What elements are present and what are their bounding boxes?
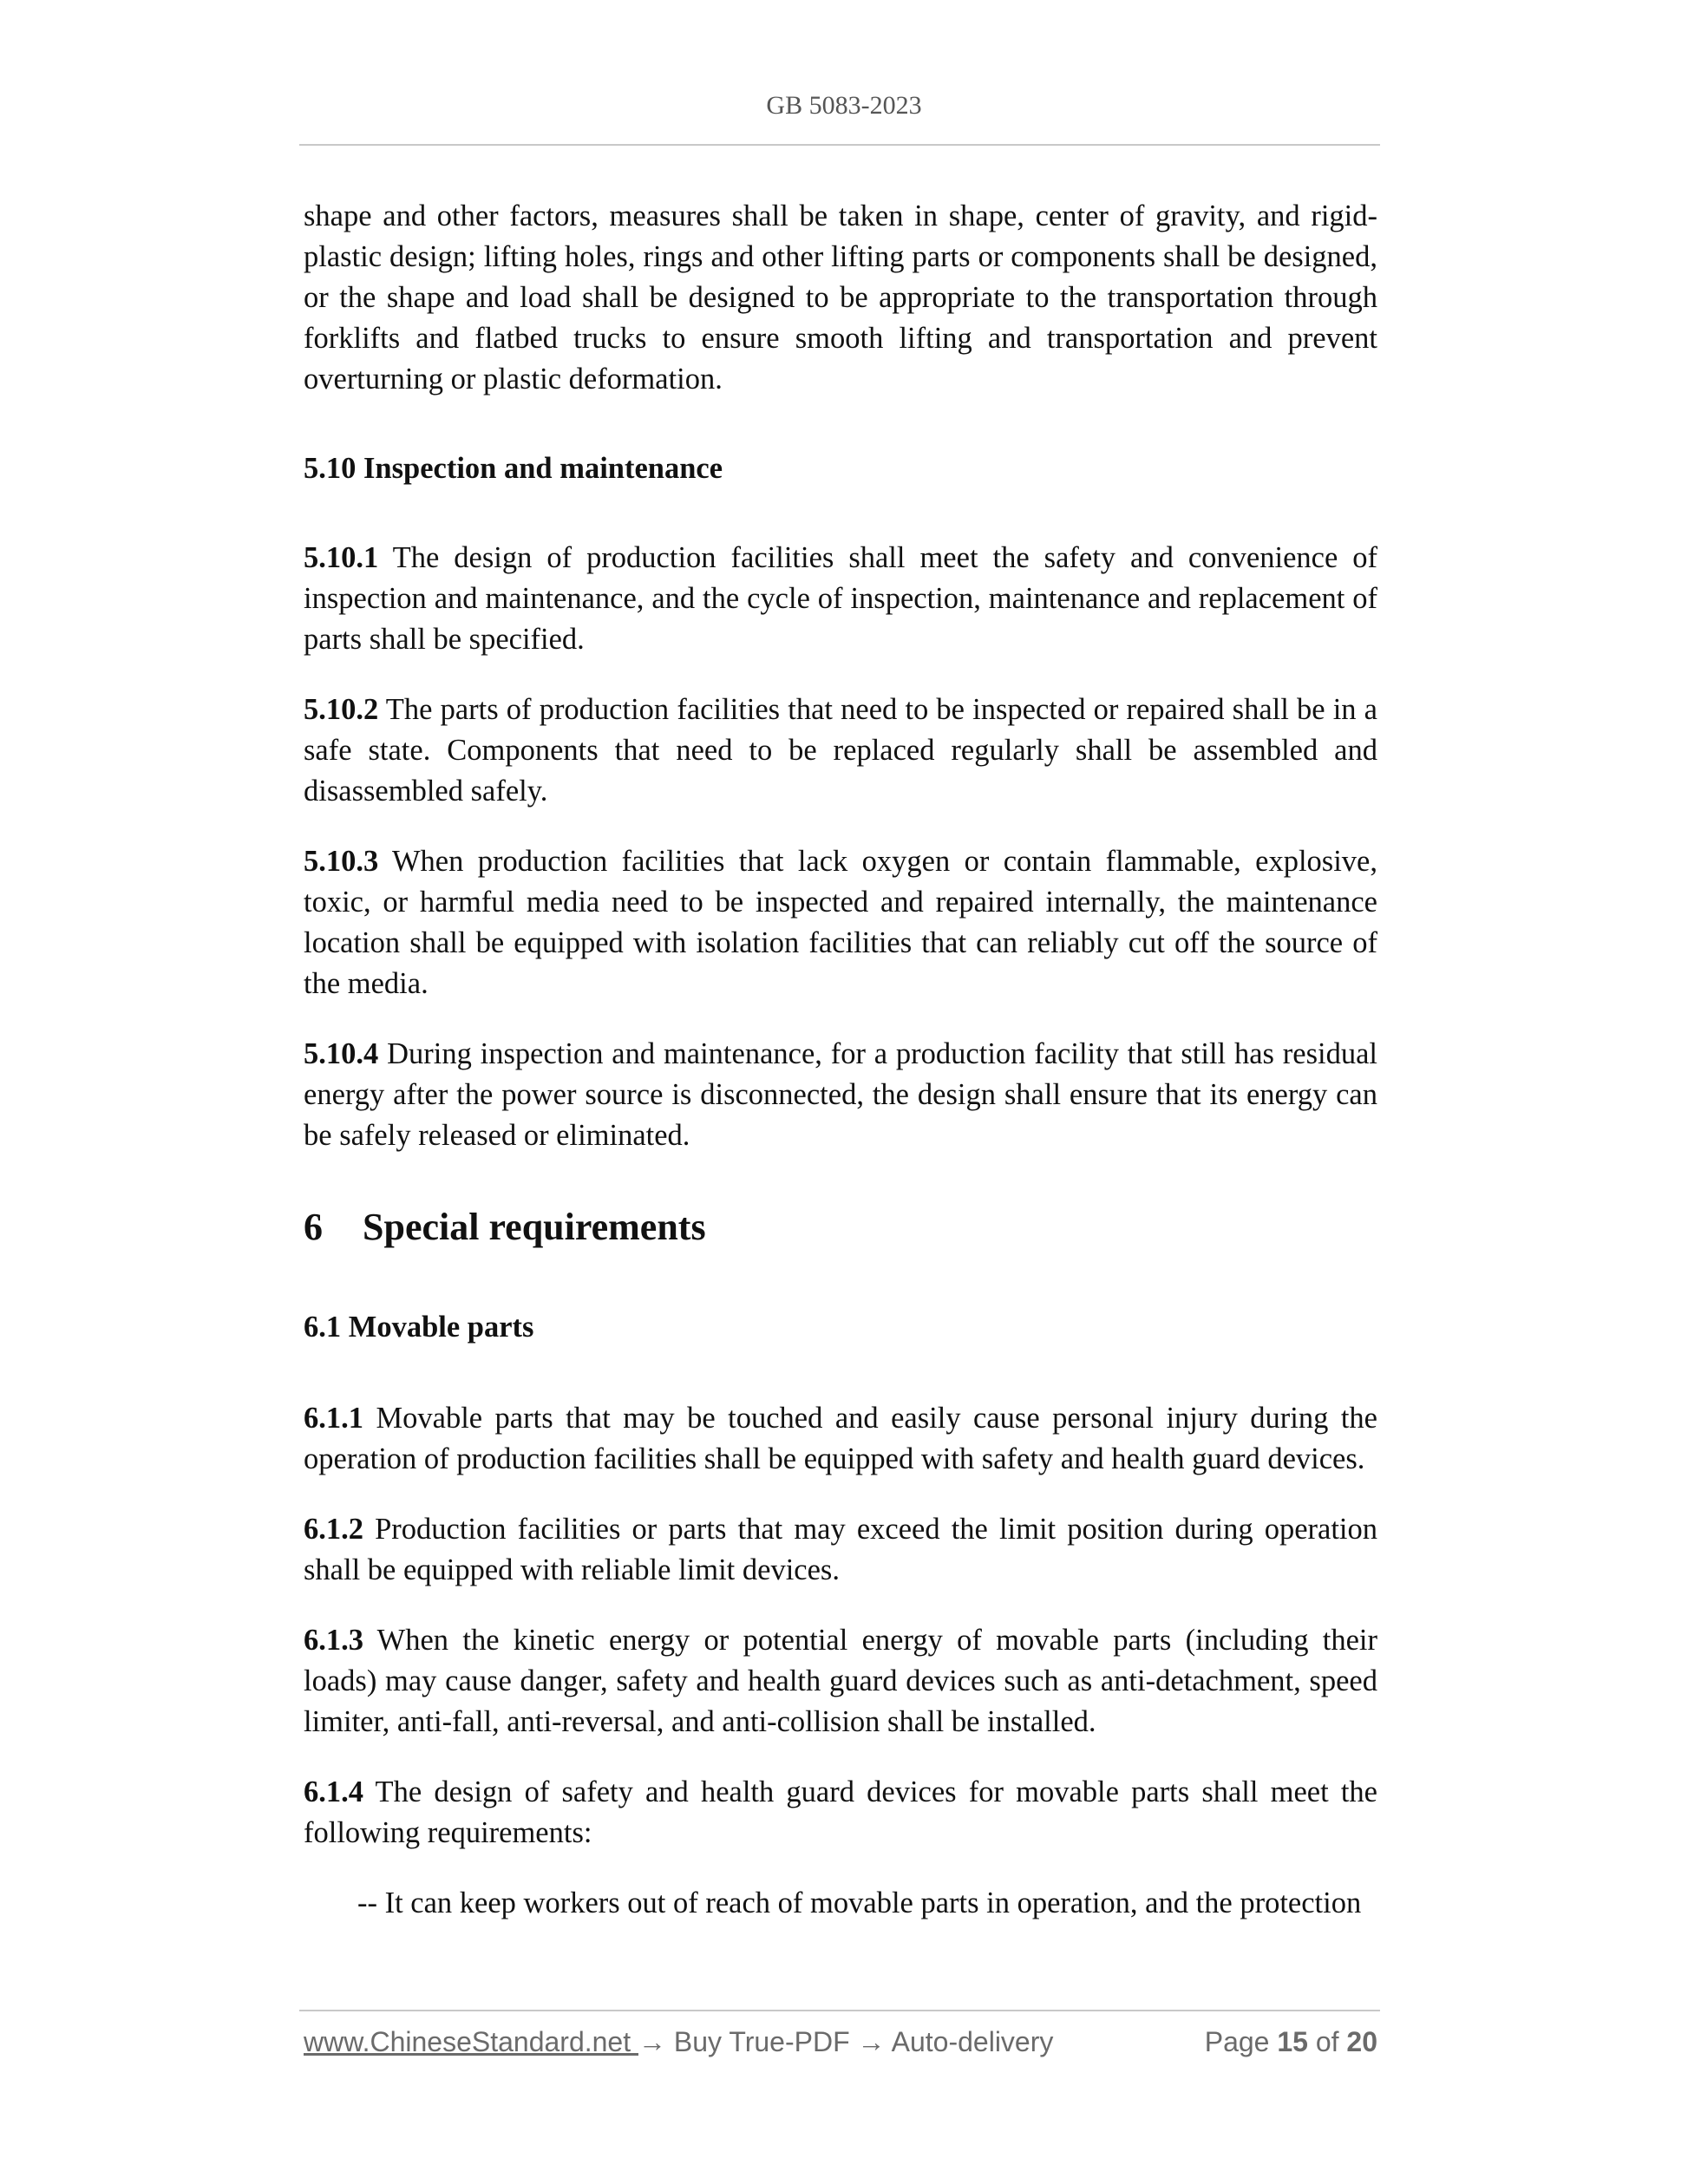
- website-link[interactable]: www.ChineseStandard.net: [304, 2026, 638, 2057]
- footer-divider: [299, 2010, 1380, 2011]
- list-item-dash: -- It can keep workers out of reach of movable parts in operation, and the protection: [357, 1886, 1362, 1919]
- clause-5-10-1: [304, 538, 1377, 660]
- clause-5-10-2: [304, 690, 1377, 812]
- page-footer: [304, 2023, 1377, 2061]
- clause-6-1-1: [304, 1398, 1377, 1480]
- of-label: of: [1315, 2026, 1339, 2057]
- clause-6-1-3: [304, 1620, 1377, 1743]
- chapter-number: 6: [304, 1206, 323, 1248]
- document-header-id: GB 5083-2023: [766, 91, 922, 120]
- total-pages-number: 20: [1346, 2026, 1377, 2057]
- clause-number: 5.10.1: [304, 541, 379, 574]
- clause-number: 5.10.2: [304, 693, 379, 726]
- clause-number: 6.1.3: [304, 1624, 363, 1657]
- current-page-number: 15: [1277, 2026, 1308, 2057]
- arrow-right-icon: →: [857, 2026, 886, 2057]
- clause-text: During inspection and maintenance, for a production facility that still has residual energy after the power source is disconnected, the design shall ensure that its energy can be safely released or eliminated.: [304, 1037, 1377, 1152]
- buy-pdf-text: Buy True-PDF: [666, 2026, 858, 2057]
- clause-6-1-2: [304, 1509, 1377, 1591]
- page-label: Page: [1204, 2026, 1270, 2057]
- clause-text: When the kinetic energy or potential energy of movable parts (including their loads) may cause danger, safety and health guard devices such as anti-detachment, speed limiter, anti-fall, anti-reversal, and anti-collision shall be installed.: [304, 1624, 1377, 1738]
- page-indicator: [1205, 2023, 1377, 2061]
- clause-number: 5.10.3: [304, 845, 379, 878]
- section-heading-5-10: 5.10 Inspection and maintenance: [304, 452, 723, 485]
- clause-number: 6.1.1: [304, 1402, 363, 1435]
- clause-text: When production facilities that lack oxygen or contain flammable, explosive, toxic, or harmful media need to be inspected and repaired internally, the maintenance location shall be equipped with isolation facilities that can reliably cut off the source of the media.: [304, 845, 1377, 1000]
- clause-5-10-3: [304, 841, 1377, 1004]
- clause-5-10-4: [304, 1034, 1377, 1156]
- section-heading-6-1: 6.1 Movable parts: [304, 1311, 534, 1344]
- chapter-title: Special requirements: [363, 1206, 706, 1248]
- header-divider: [299, 144, 1380, 146]
- clause-number: 6.1.4: [304, 1775, 363, 1808]
- auto-delivery-text: Auto-delivery: [885, 2026, 1054, 2057]
- document-body: [304, 196, 1377, 1924]
- paragraph-continuation: shape and other factors, measures shall be taken in shape, center of gravity, and rigid-plastic design; lifting holes, rings and other lifting parts or components shall be designed, or the shape and load shall be designed to be appropriate to the transportation through forklifts and flatbed trucks to ensure smooth lifting and transportation and prevent overturning or plastic deformation.: [304, 199, 1377, 396]
- clause-number: 6.1.2: [304, 1513, 363, 1546]
- footer-promo: [304, 2023, 1053, 2061]
- chapter-heading-6: [304, 1203, 1377, 1252]
- clause-6-1-4: [304, 1772, 1377, 1854]
- arrow-right-icon: →: [638, 2026, 666, 2057]
- clause-text: Production facilities or parts that may exceed the limit position during operation shall be equipped with reliable limit devices.: [304, 1513, 1377, 1586]
- clause-text: Movable parts that may be touched and easily cause personal injury during the operation of production facilities shall be equipped with safety and health guard devices.: [304, 1402, 1377, 1475]
- clause-number: 5.10.4: [304, 1037, 379, 1070]
- clause-text: The design of safety and health guard devices for movable parts shall meet the following requirements:: [304, 1775, 1377, 1849]
- clause-text: The parts of production facilities that need to be inspected or repaired shall be in a safe state. Components that need to be replaced regularly shall be assembled and disassembled safely.: [304, 693, 1377, 808]
- clause-text: The design of production facilities shall meet the safety and convenience of inspection and maintenance, and the cycle of inspection, maintenance and replacement of parts shall be specified.: [304, 541, 1377, 656]
